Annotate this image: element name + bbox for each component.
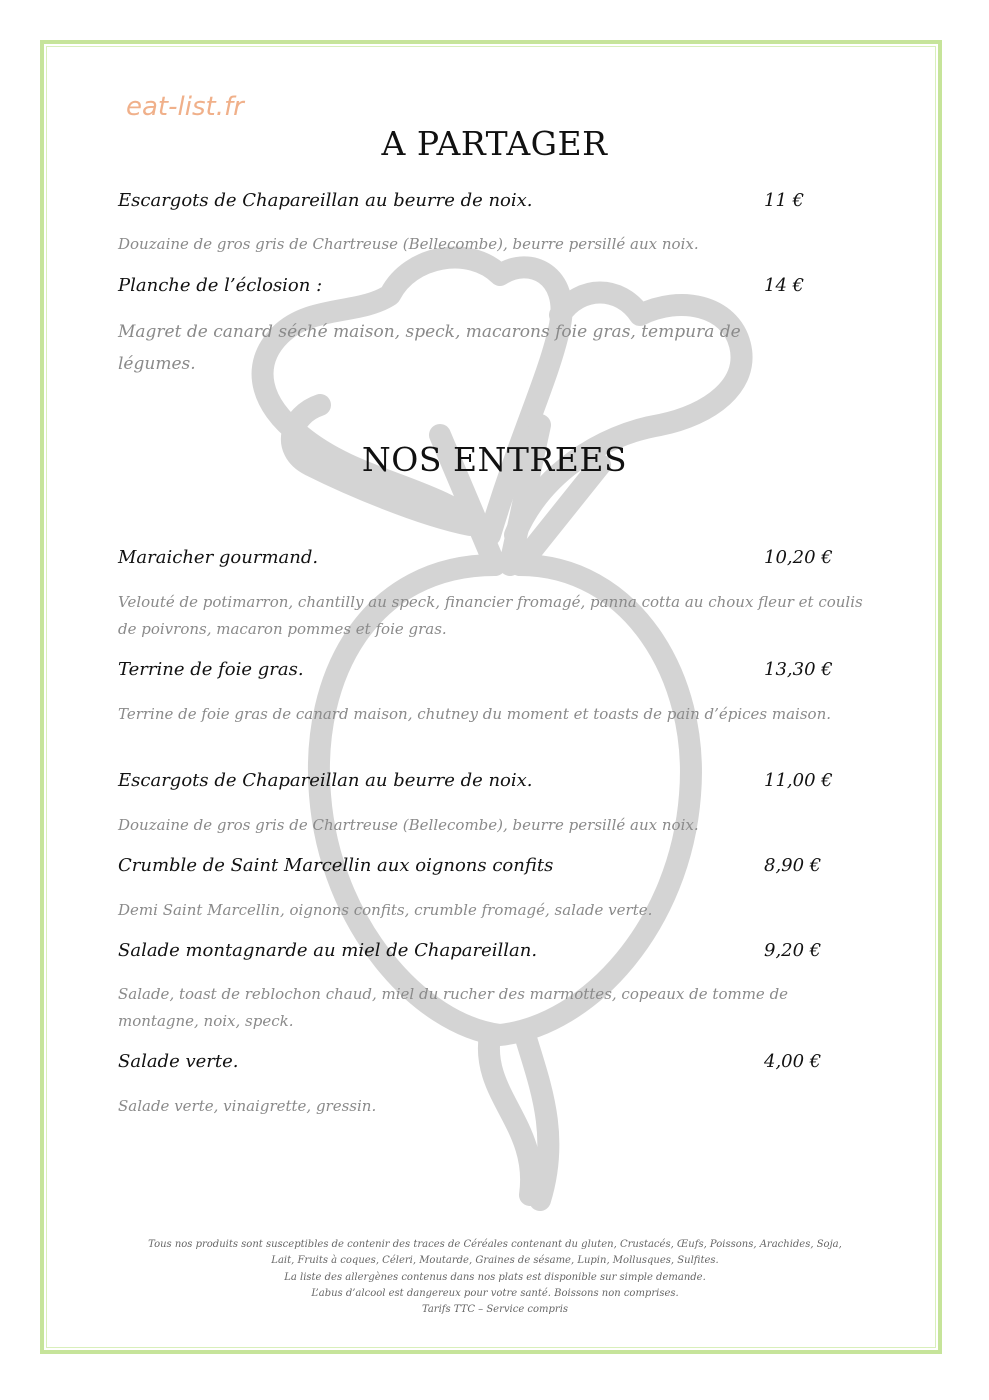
section-title-entrees: NOS ENTREES	[361, 440, 628, 479]
menu-item-description: Velouté de potimarron, chantilly au speck, financier fromagé, panna cotta au choux fleur et coulis de poivrons, macaron pommes et foie gras.	[118, 593, 863, 638]
footer-line: La liste des allergènes contenus dans nos plats est disponible sur simple demande.	[284, 1271, 706, 1283]
section-title-partager: A PARTAGER	[381, 124, 608, 163]
menu-item-price: 11,00 €	[764, 770, 833, 791]
menu-item-price: 10,20 €	[764, 547, 833, 568]
site-logo: eat-list.fr	[126, 92, 244, 122]
menu-item-price: 14 €	[764, 275, 805, 296]
menu-item-description: Douzaine de gros gris de Chartreuse (Bellecombe), beurre persillé aux noix.	[118, 235, 699, 253]
menu-item-description: Terrine de foie gras de canard maison, chutney du moment et toasts de pain d’épices maison.	[118, 705, 832, 723]
footer-line: Tous nos produits sont susceptibles de contenir des traces de Céréales contenant du gluten, Crustacés, Œufs, Poissons, Arachides, Soja,	[148, 1239, 842, 1250]
menu-item-name: Maraicher gourmand.	[118, 547, 319, 568]
menu-item-price: 13,30 €	[764, 659, 833, 680]
menu-item-name: Planche de l’éclosion :	[118, 275, 323, 296]
menu-item-price: 11 €	[764, 190, 805, 211]
menu-item-price: 8,90 €	[764, 855, 822, 876]
menu-item-name: Terrine de foie gras.	[118, 659, 304, 680]
footer-line: L’abus d’alcool est dangereux pour votre santé. Boissons non comprises.	[311, 1287, 679, 1299]
footer-line: Tarifs TTC – Service compris	[421, 1304, 569, 1316]
menu-item-description: Salade verte, vinaigrette, gressin.	[118, 1097, 377, 1115]
menu-item-name: Escargots de Chapareillan au beurre de noix.	[118, 770, 533, 791]
radish-icon	[240, 235, 760, 1225]
allergen-footer	[100, 1237, 890, 1318]
menu-item-name: Escargots de Chapareillan au beurre de noix.	[118, 190, 533, 211]
menu-item-name: Crumble de Saint Marcellin aux oignons confits	[118, 855, 554, 876]
footer-line: Lait, Fruits à coques, Céleri, Moutarde, Graines de sésame, Lupin, Mollusques, Sulfites.	[271, 1255, 719, 1267]
menu-item-name: Salade montagnarde au miel de Chapareillan.	[118, 940, 538, 961]
menu-item-description: Magret de canard séché maison, speck, macarons foie gras, tempura de légumes.	[118, 322, 741, 374]
menu-item-price: 9,20 €	[764, 940, 822, 961]
menu-item-description: Demi Saint Marcellin, oignons confits, crumble fromagé, salade verte.	[118, 901, 653, 919]
menu-item-price: 4,00 €	[764, 1051, 822, 1072]
menu-item-description: Douzaine de gros gris de Chartreuse (Bellecombe), beurre persillé aux noix.	[118, 816, 699, 834]
menu-item-name: Salade verte.	[118, 1051, 239, 1072]
menu-item-description: Salade, toast de reblochon chaud, miel du rucher des marmottes, copeaux de tomme de montagne, noix, speck.	[118, 985, 789, 1030]
